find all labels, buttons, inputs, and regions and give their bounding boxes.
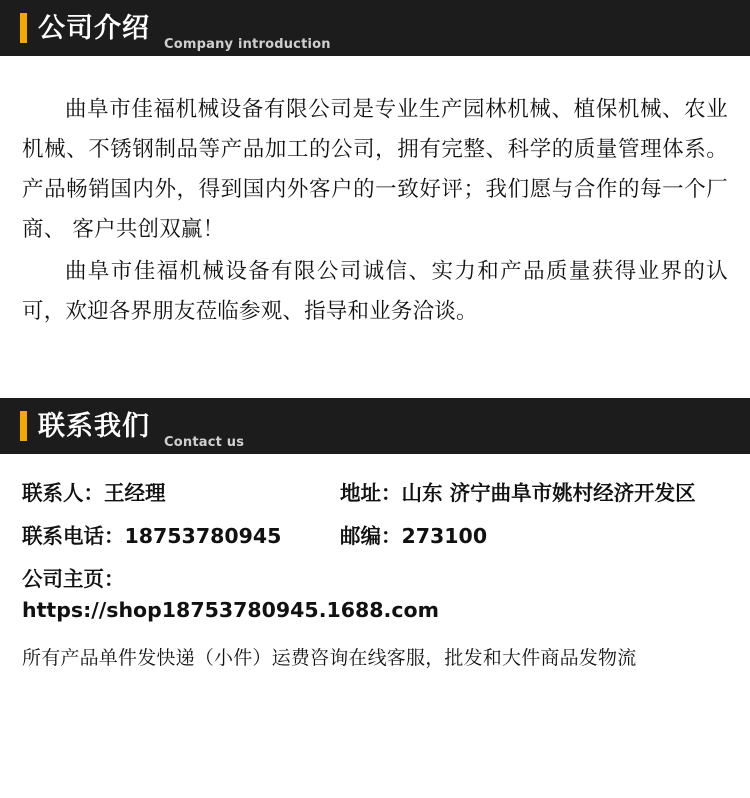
accent-bar-icon [20, 411, 27, 441]
contact-person: 联系人：王经理 [22, 481, 166, 505]
section-header-company-introduction [0, 0, 750, 56]
homepage-url[interactable]: https://shop18753780945.1688.com [22, 598, 439, 622]
contact-address: 地址：山东 济宁曲阜市姚村经济开发区 [340, 481, 696, 505]
shipping-note: 所有产品单件发快递（小件）运费咨询在线客服，批发和大件商品发物流 [22, 647, 637, 669]
contact-title-cn: 联系我们 [38, 410, 150, 442]
contact-title-en: Contact us [164, 435, 245, 450]
company-introduction-body [0, 56, 750, 344]
contact-details [22, 476, 728, 549]
homepage-label: 公司主页： [22, 567, 125, 591]
contact-row [22, 476, 728, 506]
contact-body [0, 454, 750, 675]
intro-paragraph-1: 曲阜市佳福机械设备有限公司是专业生产园林机械、植保机械、农业机械、不锈钢制品等产品加工的公司，拥有完整、科学的质量管理体系。产品畅销国内外，得到国内外客户的一致好评；我们愿与合作的每一个厂商、 客户共创双赢！ [22, 97, 728, 242]
intro-paragraph-2: 曲阜市佳福机械设备有限公司诚信、实力和产品质量获得业界的认可，欢迎各界朋友莅临参观、指导和业务洽谈。 [22, 259, 728, 324]
section-title-en: Company introduction [164, 37, 331, 52]
contact-postcode: 邮编：273100 [340, 524, 488, 548]
section-title-cn: 公司介绍 [38, 12, 150, 44]
contact-row [22, 519, 728, 549]
contact-phone: 联系电话：18753780945 [22, 524, 282, 548]
accent-bar-icon [20, 13, 27, 43]
section-header-contact-us [0, 398, 750, 454]
